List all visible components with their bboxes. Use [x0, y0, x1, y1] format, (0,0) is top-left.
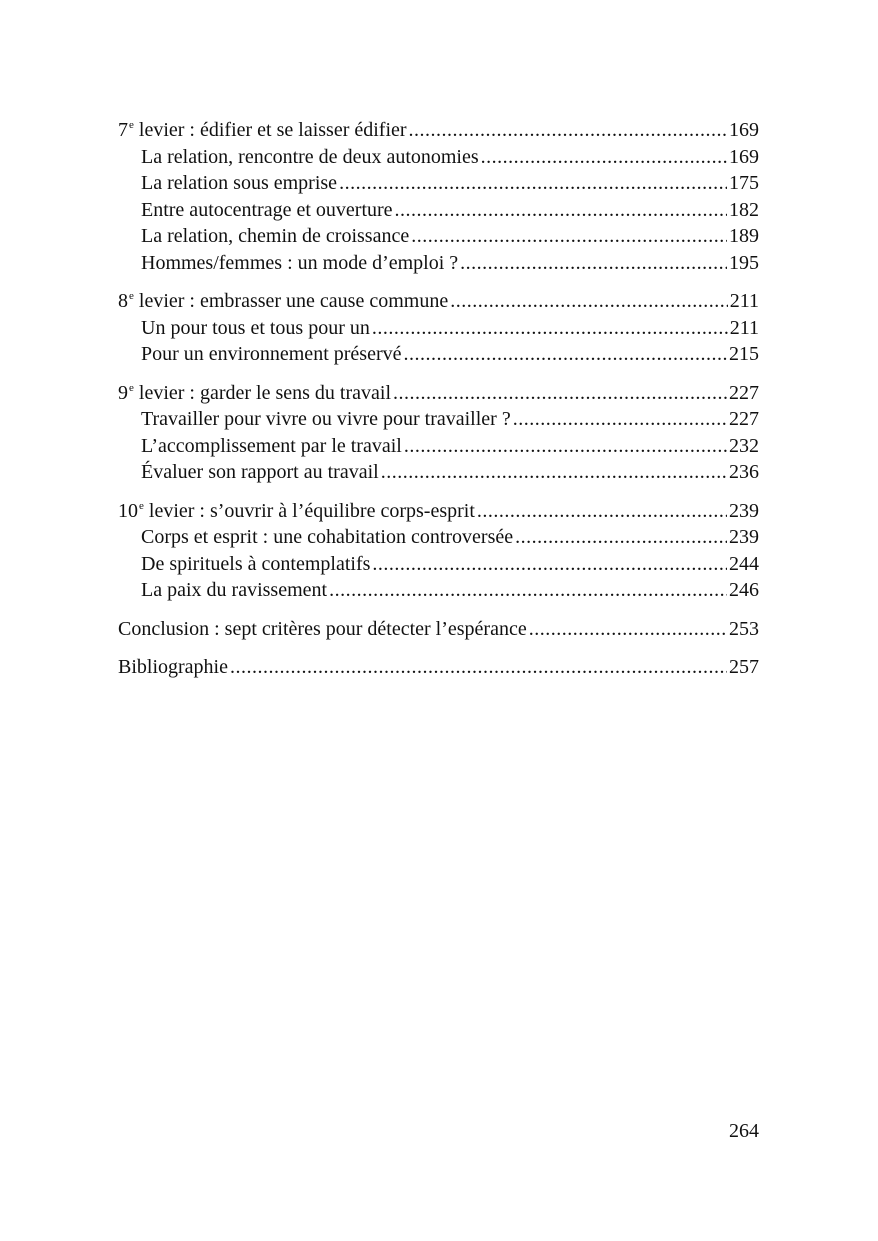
dot-leader — [230, 654, 727, 681]
toc-bibliography-entry[interactable] — [118, 654, 759, 681]
page-number: 169 — [729, 119, 759, 141]
page-number: 227 — [729, 381, 759, 404]
subentry-title: Évaluer son rapport au travail — [141, 461, 379, 483]
subentry-title: L’accomplissement par le travail — [141, 434, 402, 457]
toc-subentry[interactable] — [118, 170, 759, 197]
toc-chapter-entry[interactable] — [118, 288, 759, 315]
chapter-title: 7e levier : édifier et se laisser édifier — [118, 119, 407, 141]
toc-section-10 — [118, 498, 759, 604]
page-number: 211 — [729, 290, 759, 312]
toc-bibliography — [118, 654, 759, 681]
subentry-title: La relation, rencontre de deux autonomies — [141, 145, 479, 168]
page-number: 182 — [729, 198, 759, 221]
toc-subentry[interactable] — [118, 315, 759, 342]
bibliography-title: Bibliographie — [118, 656, 228, 678]
toc-conclusion — [118, 616, 759, 643]
toc-subentry[interactable] — [118, 551, 759, 578]
dot-leader — [381, 459, 727, 486]
toc-section-9 — [118, 380, 759, 486]
toc-subentry[interactable] — [118, 524, 759, 551]
dot-leader — [372, 315, 728, 342]
dot-leader — [515, 524, 727, 551]
subentry-title: Travailler pour vivre ou vivre pour travailler ? — [141, 408, 511, 430]
toc-subentry[interactable] — [118, 144, 759, 171]
page-number: 236 — [729, 461, 759, 483]
subentry-title: Corps et esprit : une cohabitation controversée — [141, 526, 514, 548]
page-number: 253 — [729, 617, 759, 640]
dot-leader — [339, 170, 727, 197]
dot-leader — [404, 433, 727, 460]
dot-leader — [481, 144, 727, 171]
page-number: 239 — [729, 499, 759, 522]
toc-chapter-entry[interactable] — [118, 498, 759, 525]
toc-subentry[interactable] — [118, 433, 759, 460]
page-number: 257 — [729, 656, 759, 678]
toc-subentry[interactable] — [118, 250, 759, 277]
subentry-title: La paix du ravissement — [141, 579, 328, 601]
subentry-title: Hommes/femmes : un mode d’emploi ? — [141, 251, 459, 274]
subentry-title: Entre autocentrage et ouverture — [141, 198, 393, 221]
page-number: 195 — [729, 251, 759, 274]
subentry-title: La relation, chemin de croissance — [141, 225, 410, 247]
dot-leader — [409, 117, 727, 144]
toc-subentry[interactable] — [118, 577, 759, 604]
subentry-title: Un pour tous et tous pour un — [141, 316, 370, 339]
chapter-title: 9e levier : garder le sens du travail — [118, 381, 392, 404]
toc-subentry[interactable] — [118, 459, 759, 486]
subentry-title: De spirituels à contemplatifs — [141, 552, 371, 575]
dot-leader — [513, 406, 727, 433]
toc-subentry[interactable] — [118, 197, 759, 224]
page-number: 169 — [729, 145, 759, 168]
dot-leader — [450, 288, 728, 315]
dot-leader — [411, 223, 727, 250]
chapter-title: 10e levier : s’ouvrir à l’équilibre corps-esprit — [118, 499, 475, 522]
toc-chapter-entry[interactable] — [118, 117, 759, 144]
page-number: 189 — [729, 225, 759, 247]
page-number: 244 — [729, 552, 759, 575]
toc-subentry[interactable] — [118, 341, 759, 368]
page-number: 215 — [729, 343, 759, 365]
dot-leader — [395, 197, 727, 224]
toc-chapter-entry[interactable] — [118, 380, 759, 407]
conclusion-title: Conclusion : sept critères pour détecter l’espérance — [118, 617, 527, 640]
dot-leader — [393, 380, 727, 407]
dot-leader — [477, 498, 727, 525]
dot-leader — [329, 577, 727, 604]
page-number: 211 — [729, 316, 759, 339]
toc-section-7 — [118, 117, 759, 276]
page-number: 175 — [729, 172, 759, 194]
dot-leader — [529, 616, 727, 643]
toc-conclusion-entry[interactable] — [118, 616, 759, 643]
page-number: 232 — [729, 434, 759, 457]
subentry-title: Pour un environnement préservé — [141, 343, 402, 365]
dot-leader — [403, 341, 727, 368]
table-of-contents — [118, 117, 759, 693]
subentry-title: La relation sous emprise — [141, 172, 338, 194]
toc-subentry[interactable] — [118, 223, 759, 250]
toc-subentry[interactable] — [118, 406, 759, 433]
dot-leader — [372, 551, 727, 578]
page-number: 246 — [729, 579, 759, 601]
page-number: 239 — [729, 526, 759, 548]
chapter-title: 8e levier : embrasser une cause commune — [118, 290, 449, 312]
dot-leader — [460, 250, 727, 277]
toc-section-8 — [118, 288, 759, 368]
folio-page-number: 264 — [729, 1120, 759, 1142]
page-number: 227 — [729, 408, 759, 430]
